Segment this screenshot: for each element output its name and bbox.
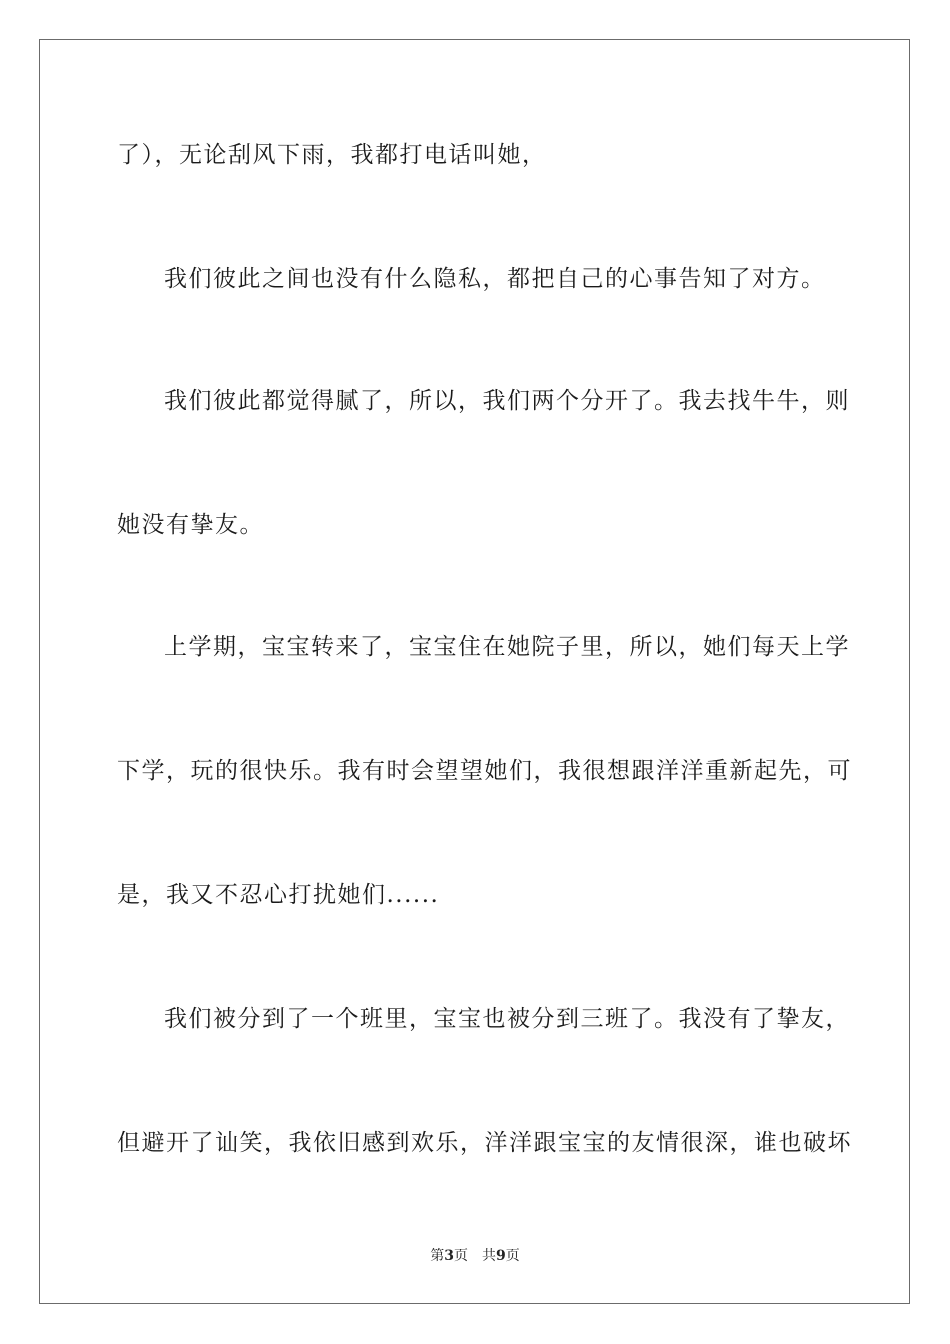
- page-border: [39, 39, 910, 1304]
- text-line-2: 我们彼此之间也没有什么隐私，都把自己的心事告知了对方。: [164, 266, 826, 292]
- text-line-6: 下学，玩的很快乐。我有时会望望她们，我很想跟洋洋重新起先，可: [117, 758, 852, 784]
- text-line-7: 是，我又不忍心打扰她们......: [117, 882, 440, 908]
- text-line-8: 我们被分到了一个班里，宝宝也被分到三班了。我没有了挚友，: [164, 1006, 850, 1032]
- page-footer: [0, 1246, 950, 1266]
- total-prefix: 共: [482, 1248, 496, 1264]
- text-line-9: 但避开了讪笑，我依旧感到欢乐，洋洋跟宝宝的友情很深，谁也破坏: [117, 1130, 852, 1156]
- text-line-1: 了），无论刮风下雨，我都打电话叫她，: [117, 142, 547, 168]
- page-suffix: 页: [454, 1248, 468, 1264]
- total-pages: 9: [496, 1248, 506, 1264]
- text-line-5: 上学期，宝宝转来了，宝宝住在她院子里，所以，她们每天上学: [164, 634, 850, 660]
- text-line-3: 我们彼此都觉得腻了，所以，我们两个分开了。我去找牛牛，则: [164, 388, 850, 414]
- total-suffix: 页: [505, 1248, 520, 1264]
- page-prefix: 第: [430, 1248, 445, 1264]
- page-number: 3: [444, 1248, 454, 1264]
- text-line-4: 她没有挚友。: [117, 512, 264, 538]
